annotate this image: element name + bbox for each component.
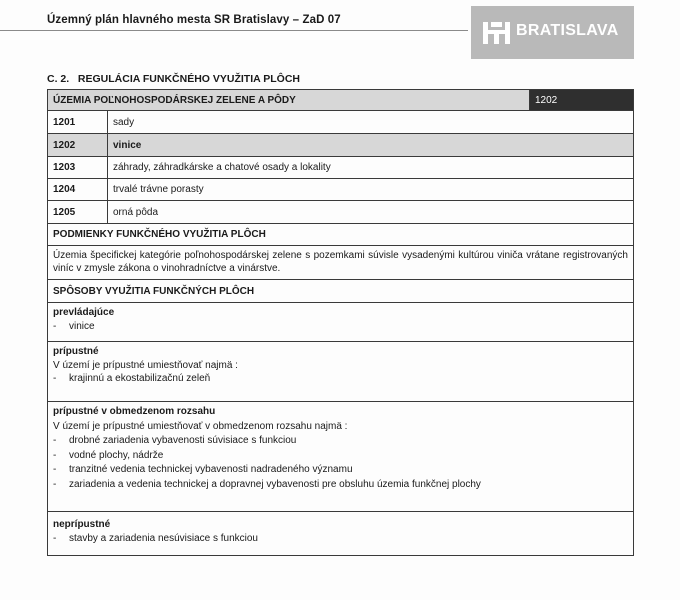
logo-text: BRATISLAVA	[516, 22, 619, 39]
document-header-title: Územný plán hlavného mesta SR Bratislavy – ZaD 07	[47, 14, 341, 26]
bratislava-logo	[471, 6, 634, 59]
list-item: - vinice	[53, 320, 95, 332]
limited-block	[48, 402, 634, 512]
table-row-code: 1203	[48, 157, 108, 179]
list-item: - stavby a zariadenia nesúvisiace s funkciou	[53, 532, 258, 544]
list-item: - krajinnú a ekostabilizačnú zeleň	[53, 373, 211, 384]
table-row-label: vinice	[108, 134, 634, 157]
section-title: C. 2. REGULÁCIA FUNKČNÉHO VYUŽITIA PLÔCH	[47, 73, 300, 85]
limited-intro: V území je prípustné umiestňovať v obmedzenom rozsahu najmä :	[53, 420, 348, 432]
table-head-code: 1202	[530, 90, 634, 111]
permissible-block	[48, 342, 634, 402]
table-row-label: trvalé trávne porasty	[108, 179, 634, 201]
bratislava-city-mark-icon	[483, 22, 510, 44]
list-item: - vodné plochy, nádrže	[53, 449, 164, 461]
table-row-label: sady	[108, 111, 634, 134]
forbidden-block	[48, 512, 634, 556]
permissible-intro: V území je prípustné umiestňovať najmä :	[53, 359, 238, 371]
permissible-heading: prípustné	[53, 346, 99, 357]
prevailing-heading: prevládajúce	[53, 307, 115, 318]
list-item: - drobné zariadenia vybavenosti súvisiace s funkciou	[53, 435, 297, 446]
table-head-title: ÚZEMIA POĽNOHOSPODÁRSKEJ ZELENE A PÔDY	[48, 90, 530, 111]
regulation-table	[47, 89, 634, 556]
table-row-code: 1204	[48, 179, 108, 201]
conditions-heading: PODMIENKY FUNKČNÉHO VYUŽITIA PLÔCH	[48, 224, 634, 246]
table-row-code: 1202	[48, 134, 108, 157]
limited-heading: prípustné v obmedzenom rozsahu	[53, 406, 216, 417]
forbidden-heading: neprípustné	[53, 519, 111, 530]
table-row-code: 1205	[48, 201, 108, 224]
conditions-text: Územia špecifickej kategórie poľnohospodárskej zelene s pozemkami súvisle vysadenými kultúrou viniča vrátane registrovaných viníc v zmysle zákona o vinohradníctve a vinárstve.	[48, 246, 634, 280]
list-item: - tranzitné vedenia technickej vybavenosti nadradeného významu	[53, 464, 353, 475]
header-divider	[0, 30, 468, 31]
prevailing-block	[48, 303, 634, 342]
methods-heading: SPÔSOBY VYUŽITIA FUNKČNÝCH PLÔCH	[48, 280, 634, 303]
list-item: - zariadenia a vedenia technickej a dopravnej vybavenosti pre obsluhu územia funkčnej plochy	[53, 478, 481, 490]
table-row-label: orná pôda	[108, 201, 634, 224]
table-row-label: záhrady, záhradkárske a chatové osady a lokality	[108, 157, 634, 179]
table-row-code: 1201	[48, 111, 108, 134]
